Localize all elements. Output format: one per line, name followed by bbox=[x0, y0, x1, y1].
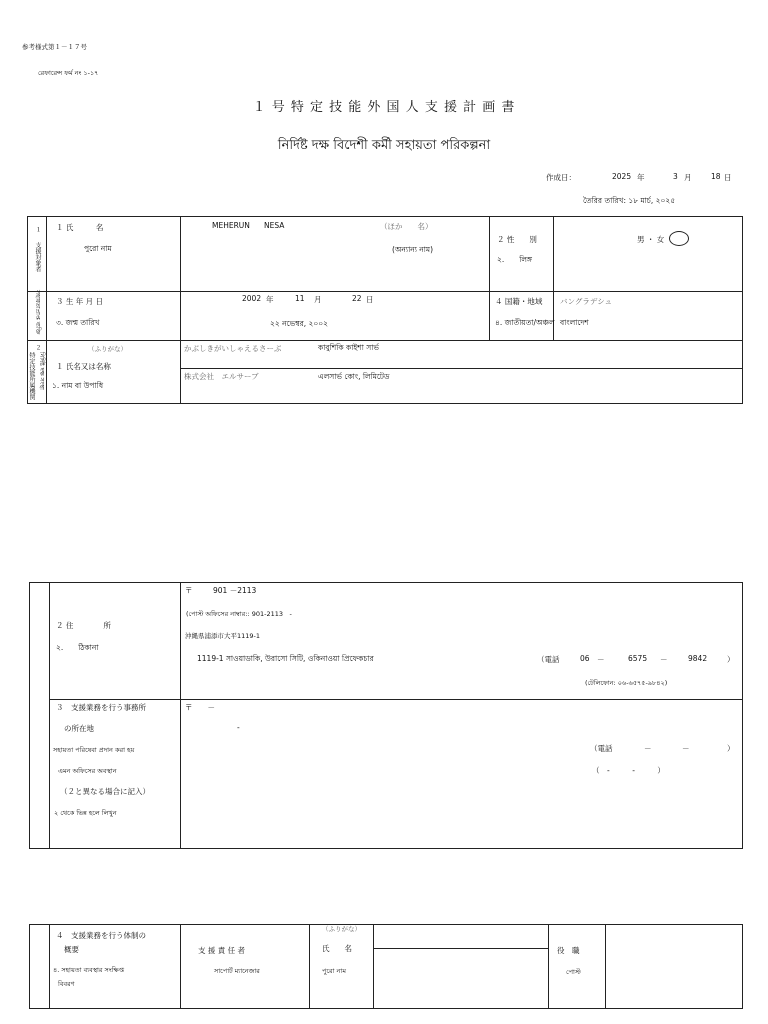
org-furigana: かぶしきがいしゃえるさーぶ bbox=[184, 344, 282, 353]
section2-side-label-jp: 特定技能所属機関 bbox=[28, 352, 35, 400]
support-office-label-jp-1: ３ 支援業務を行う事務所 bbox=[56, 703, 146, 712]
org-name-label-bn: ১. নাম বা উপাধি bbox=[52, 381, 104, 390]
phone-part-2: 6575 bbox=[628, 654, 648, 663]
dob-label-jp: ３ 生 年 月 日 bbox=[56, 297, 104, 306]
created-date-month: 3 bbox=[673, 172, 678, 181]
org-name-bn: এলসার্ভ কোং, লিমিটেড bbox=[318, 372, 390, 381]
system-label-jp-1: ４ 支援業務を行う体制の bbox=[56, 931, 146, 940]
phone-dash-2: － bbox=[660, 655, 668, 664]
form-reference-bn: রেফারেন্স ফর্ম নং ১-১৭ bbox=[38, 69, 99, 77]
address-label-bn: ২. ঠিকানা bbox=[56, 643, 99, 652]
support-manager-label-bn: সাপোর্ট ম্যানেজার bbox=[214, 967, 260, 975]
section2-number: ２ bbox=[34, 344, 41, 350]
name-label-bn: পুরো নাম bbox=[84, 244, 112, 253]
created-date-day: 18 bbox=[711, 172, 721, 181]
created-date-bn: তৈরির তারিখ: ১৮ মার্চ, ২০২৫ bbox=[583, 196, 676, 205]
dob-month: 11 bbox=[295, 294, 305, 303]
support-office-note-jp: （２と異なる場合に記入） bbox=[60, 787, 150, 796]
support-office-label-bn-2: এমন অফিসের অবস্থান bbox=[58, 767, 117, 775]
support-office-label-jp-2: の所在地 bbox=[64, 724, 94, 733]
name-label-jp: １ 氏 名 bbox=[56, 223, 104, 232]
support-office-phone-close: ） bbox=[727, 744, 735, 753]
dob-year: 2002 bbox=[242, 294, 262, 303]
system-label-bn-2: বিবরণ bbox=[58, 980, 75, 988]
position-label-bn: পোস্ট bbox=[566, 968, 581, 976]
phone-part-1: 06 bbox=[580, 654, 590, 663]
phone-part-3: 9842 bbox=[688, 654, 708, 663]
address-label-jp: ２ 住 所 bbox=[56, 621, 111, 630]
form-reference-jp: 参考様式第１－１７号 bbox=[22, 43, 87, 51]
furigana-label: （ふりがな） bbox=[88, 345, 127, 353]
gender-label-bn: ২. লিঙ্গ bbox=[497, 255, 532, 264]
org-name-jp: 株式会社 エルサーブ bbox=[184, 372, 259, 381]
phone-close: ） bbox=[727, 655, 735, 664]
dob-day: 22 bbox=[352, 294, 362, 303]
gender-label-jp: ２ 性 別 bbox=[497, 235, 537, 244]
org-name-label-jp: １ 氏名又は名称 bbox=[56, 362, 111, 371]
support-office-phone-label: （電話 bbox=[590, 744, 613, 753]
dob-month-unit: 月 bbox=[314, 295, 322, 304]
section1-side-label-bn: সহায়তাপ্রাপ্ত ব্যক্তি bbox=[34, 290, 41, 335]
phone-dash-1: － bbox=[597, 655, 605, 664]
alias-label-bn: (অন্যান্য নাম) bbox=[392, 245, 434, 254]
manager-name-label-jp: 氏 名 bbox=[322, 944, 352, 953]
postal-code: 901 －2113 bbox=[213, 586, 257, 595]
support-office-postal-mark: 〒 － bbox=[185, 703, 215, 712]
org-furigana-bn: কাবুশিকি কাইশা সার্ভ bbox=[318, 343, 379, 352]
created-date-year: 2025 bbox=[612, 172, 632, 181]
section1-number: １ bbox=[34, 226, 41, 232]
nationality-label-bn: ৪. জাতীয়তা/অঞ্চল bbox=[495, 318, 555, 327]
support-office-phone-dash-2: － bbox=[682, 744, 690, 753]
dob-day-unit: 日 bbox=[366, 295, 374, 304]
support-office-note-bn: ২ থেকে ভিন্ন হলে লিখুন bbox=[54, 809, 117, 817]
section2-side-label-bn: নির্দিষ্ট দক্ষ সংস্থা bbox=[38, 352, 45, 390]
page-title-jp: １ 号 特 定 技 能 外 国 人 支 援 計 画 書 bbox=[252, 100, 516, 115]
support-office-postal-dash: - bbox=[237, 723, 240, 732]
dob-label-bn: ৩. জন্ম তারিখ bbox=[56, 318, 100, 327]
address-bn: 1119-1 সাওয়াডাকি, উরাসো সিটি, ওকিনাওয়া প্রিফেকচার bbox=[197, 654, 374, 663]
created-date-label: 作成日： bbox=[546, 173, 576, 182]
created-date-month-unit: 月 bbox=[684, 173, 692, 182]
position-label-jp: 役 職 bbox=[557, 946, 580, 955]
phone-bn: (টেলিফোন: ০৬-৬৫৭৫-৯৮৪২) bbox=[585, 679, 668, 687]
dob-bn: ২২ নভেম্বর, ২০০২ bbox=[270, 319, 329, 328]
phone-label: （電話 bbox=[537, 655, 560, 664]
support-office-paren-line: （ - - ） bbox=[592, 766, 665, 775]
nationality-value-bn: বাংলাদেশ bbox=[560, 318, 589, 327]
manager-name-label-bn: পুরো নাম bbox=[322, 967, 346, 975]
system-label-bn-1: ৪. সহায়তা ব্যবস্থার সংক্ষিপ্ত bbox=[53, 966, 125, 974]
dob-year-unit: 年 bbox=[266, 295, 274, 304]
support-manager-label-jp: 支 援 責 任 者 bbox=[198, 946, 246, 955]
manager-furigana-label: （ふりがな） bbox=[322, 925, 361, 933]
support-office-phone-dash-1: － bbox=[644, 744, 652, 753]
system-label-jp-2: 概要 bbox=[64, 945, 79, 954]
postal-code-bn: (পোস্ট অফিসের নাম্বার:: 901-2113 - bbox=[186, 610, 292, 618]
created-date-day-unit: 日 bbox=[724, 173, 732, 182]
name-value-last: NESA bbox=[264, 221, 285, 230]
support-office-label-bn-1: সহায়তা পরিষেবা প্রদান করা হয় bbox=[53, 746, 135, 754]
address-jp: 沖縄県浦添市大平1119-1 bbox=[185, 632, 261, 640]
nationality-label-jp: ４ 国籍・地域 bbox=[495, 297, 543, 306]
nationality-value-jp: バングラデシュ bbox=[560, 297, 613, 306]
section1-side-label-jp: 支援対象者 bbox=[34, 242, 41, 272]
page-title-bn: নির্দিষ্ট দক্ষ বিদেশী কর্মী সহায়তা পরিকল্পনা bbox=[277, 138, 491, 153]
created-date-year-unit: 年 bbox=[637, 173, 645, 182]
postal-mark: 〒 bbox=[185, 586, 193, 595]
gender-value: 男 ・ 女 bbox=[637, 235, 665, 244]
name-value-first: MEHERUN bbox=[212, 221, 250, 230]
gender-selected-circle bbox=[669, 231, 689, 246]
alias-label-jp: （ほか 名） bbox=[380, 222, 433, 231]
